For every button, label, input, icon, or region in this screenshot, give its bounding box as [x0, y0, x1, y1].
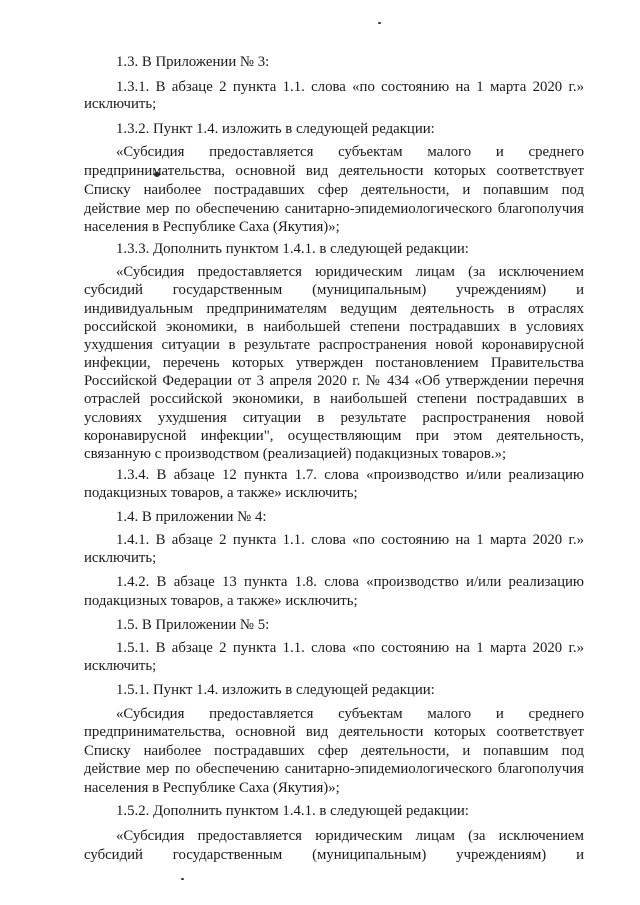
text-line: 1.4. В приложении № 4: [116, 509, 267, 525]
text-line: 1.3.3. Дополнить пунктом 1.4.1. в следующей редакции: [116, 241, 469, 257]
text-line: населения в Республике Саха (Якутия)»; [84, 219, 340, 235]
text-line: Списку наиболее пострадавших сфер деятельности, и попавшим под [84, 743, 584, 759]
scan-speck [378, 22, 381, 24]
text-line: подакцизных товаров, а также» исключить; [84, 485, 358, 501]
text-line: 1.5. В Приложении № 5: [116, 617, 270, 633]
text-line: 1.3.4. В абзаце 12 пункта 1.7. слова «производство и/или реализацию [116, 467, 584, 483]
text-line: 1.3.1. В абзаце 2 пункта 1.1. слова «по состоянию на 1 марта 2020 г.» [116, 79, 584, 95]
text-line: индивидуальным предпринимателям ведущим деятельность в отраслях [84, 301, 584, 317]
text-line: инфекции, перечень которых утвержден постановлением Правительства [84, 355, 584, 371]
text-line: «Субсидия предоставляется юридическим лицам (за исключением [116, 264, 584, 280]
text-line: предпринимательства, основной вид деятельности которых соответствует [84, 724, 584, 740]
text-line: Списку наиболее пострадавших сфер деятельности, и попавшим под [84, 182, 584, 198]
text-line: отраслей российской экономики, в наибольшей степени пострадавших в [84, 391, 584, 407]
text-line: действие мер по обеспечению санитарно-эпидемиологического благополучия [84, 201, 584, 217]
text-line: «Субсидия предоставляется субъектам малого и среднего [116, 144, 584, 160]
text-line: российской экономики, в наибольшей степени пострадавших в условиях [84, 319, 584, 335]
text-line: 1.5.1. В абзаце 2 пункта 1.1. слова «по состоянию на 1 марта 2020 г.» [116, 640, 584, 656]
text-line: 1.5.2. Дополнить пунктом 1.4.1. в следующей редакции: [116, 803, 469, 819]
text-line: 1.3. В Приложении № 3: [116, 54, 270, 70]
text-line: действие мер по обеспечению санитарно-эпидемиологического благополучия [84, 761, 584, 777]
text-line: 1.4.1. В абзаце 2 пункта 1.1. слова «по состоянию на 1 марта 2020 г.» [116, 532, 584, 548]
text-line: ухудшения ситуации в результате распространения новой коронавирусной [84, 337, 584, 353]
text-line: условиях ухудшения ситуации в результате распространения новой [84, 410, 584, 426]
text-line: исключить; [84, 96, 157, 112]
text-line: исключить; [84, 550, 157, 566]
text-line: населения в Республике Саха (Якутия)»; [84, 780, 340, 796]
text-line: связанную с производством (реализацией) подакцизных товаров.»; [84, 446, 507, 462]
text-line: «Субсидия предоставляется субъектам малого и среднего [116, 706, 584, 722]
text-line: «Субсидия предоставляется юридическим лицам (за исключением [116, 828, 584, 844]
text-line: коронавирусной инфекции", осуществляющим при этом деятельность, [84, 428, 584, 444]
text-line: подакцизных товаров, а также» исключить; [84, 593, 358, 609]
text-line: предпринимательства, основной вид деятельности которых соответствует [84, 163, 584, 179]
text-line: 1.4.2. В абзаце 13 пункта 1.8. слова «производство и/или реализацию [116, 574, 584, 590]
text-line: исключить; [84, 658, 157, 674]
text-line: Российской Федерации от 3 апреля 2020 г. № 434 «Об утверждении перечня [84, 373, 584, 389]
text-line: субсидий государственным (муниципальным) учреждениям) и [84, 282, 584, 298]
text-line: 1.5.1. Пункт 1.4. изложить в следующей редакции: [116, 682, 435, 698]
scan-speck [181, 878, 184, 880]
text-line: субсидий государственным (муниципальным) учреждениям) и [84, 847, 584, 863]
text-line: 1.3.2. Пункт 1.4. изложить в следующей редакции: [116, 121, 435, 137]
